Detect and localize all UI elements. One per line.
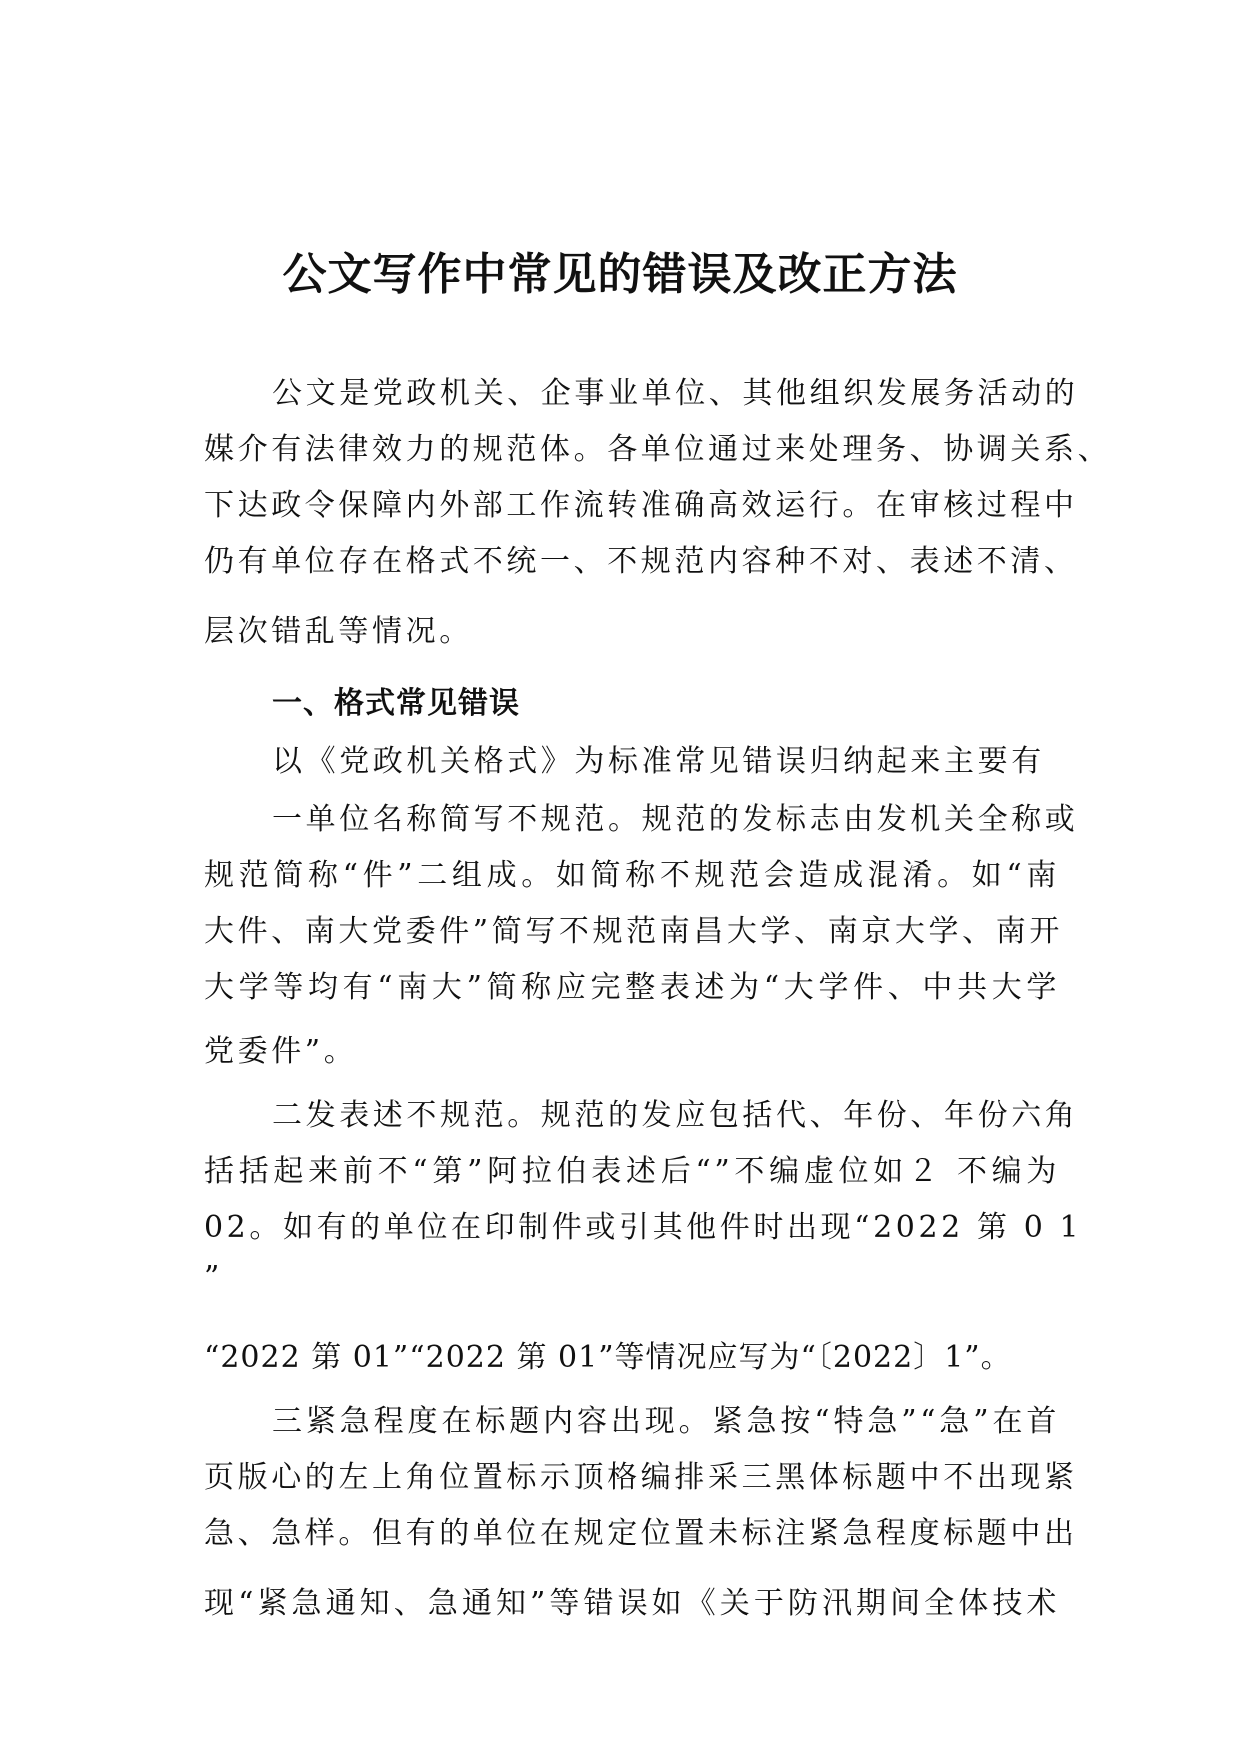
point2-line-3: 02。如有的单位在印制件或引其他件时出现“2022 第 0 1: [204, 1210, 1083, 1245]
point3-line-4: 现“紧急通知、急通知”等错误如《关于防汛期间全体技术: [204, 1586, 1060, 1621]
intro-line-2: 媒介有法律效力的规范体。各单位通过来处理务、协调关系、: [204, 432, 1112, 467]
point2-line-1: 二发表述不规范。规范的发应包括代、年份、年份六角: [272, 1098, 1079, 1133]
intro-line-3: 下达政令保障内外部工作流转准确高效运行。在审核过程中: [204, 488, 1078, 523]
section-lead: 以《党政机关格式》为标准常见错误归纳起来主要有: [272, 744, 1045, 779]
point2-line-2: 括括起来前不“第”阿拉伯表述后“”不编虚位如２ 不编为: [204, 1154, 1060, 1189]
intro-line-1: 公文是党政机关、企事业单位、其他组织发展务活动的: [272, 376, 1079, 411]
point3-line-2: 页版心的左上角位置标示顶格编排采三黑体标题中不出现紧: [204, 1460, 1078, 1495]
intro-line-5: 层次错乱等情况。: [204, 614, 473, 649]
point1-line-3: 大件、南大党委件”简写不规范南昌大学、南京大学、南开: [204, 914, 1063, 949]
point2-line-5: “2022 第 01”“2022 第 01”等情况应写为“〔2022〕1”。: [204, 1340, 1012, 1375]
point1-line-2: 规范简称“件”二组成。如简称不规范会造成混淆。如“南: [204, 858, 1060, 893]
document-title: 公文写作中常见的错误及改正方法: [282, 249, 958, 300]
intro-line-4: 仍有单位存在格式不统一、不规范内容种不对、表述不清、: [204, 544, 1078, 579]
point1-line-5: 党委件”。: [204, 1034, 358, 1069]
point3-line-3: 急、急样。但有的单位在规定位置未标注紧急程度标题中出: [204, 1516, 1078, 1551]
point1-line-1: 一单位名称简写不规范。规范的发标志由发机关全称或: [272, 802, 1079, 837]
point2-line-4: ”: [204, 1260, 223, 1295]
point1-line-4: 大学等均有“南大”简称应完整表述为“大学件、中共大学: [204, 970, 1060, 1005]
section-heading: 一、格式常见错误: [272, 686, 520, 721]
point3-line-1: 三紧急程度在标题内容出现。紧急按“特急”“急”在首: [272, 1404, 1060, 1439]
